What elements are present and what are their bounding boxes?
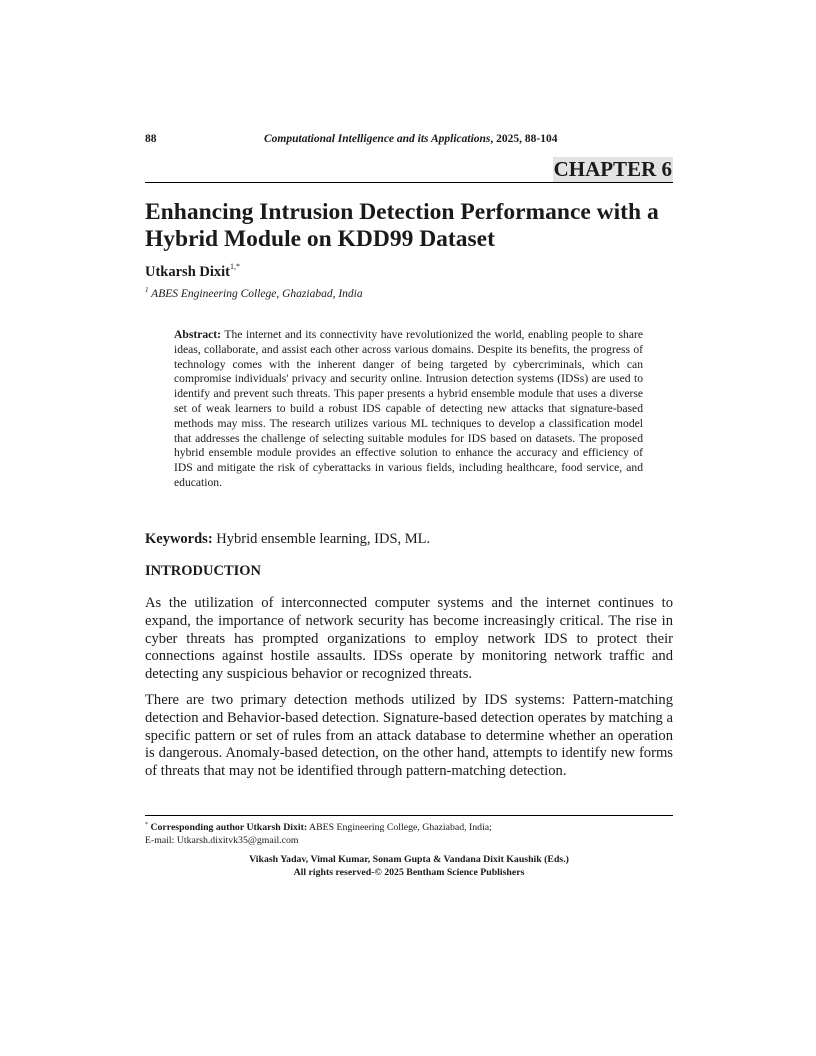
journal-citation [264,133,558,145]
rights-line: All rights reserved-© 2025 Bentham Science Publishers [293,866,525,878]
page-number: 88 [145,133,157,145]
abstract-label: Abstract: [174,328,222,341]
intro-paragraph-2: There are two primary detection methods utilized by IDS systems: Pattern-matching detection and Behavior-based detection. Signature-based detection operates by matching a specific pattern or set of rules from an attack database to determine whether an operation is dangerous. Anomaly-based detection, on the other hand, attempts to identify new forms of threats that may not be identified through pattern-matching detection. [145,692,673,780]
abstract [174,328,643,491]
page-footer [145,854,673,879]
author-superscript: 1,* [230,262,240,271]
chapter-divider [145,182,673,183]
journal-details: , 2025, 88-104 [490,133,558,145]
article-title: Enhancing Intrusion Detection Performance with a Hybrid Module on KDD99 Dataset [145,199,659,252]
keywords-text: Hybrid ensemble learning, IDS, ML. [212,531,431,547]
section-heading-introduction: INTRODUCTION [145,563,262,579]
footnote-label: Corresponding author Utkarsh Dixit: [150,822,308,833]
abstract-text: The internet and its connectivity have revolutionized the world, enabling people to share ideas, collaborate, and assist each other across various domains. Despite its benefits, the progress of technology comes with the inherent danger of being targeted by cybercriminals, which can compromise individuals' privacy and security online. Intrusion detection systems (IDSs) are used to identify and prevent such threats. This paper presents a hybrid ensemble module that uses a diverse set of weak learners to build a robust IDS capable of detecting new attacks that signature-based methods may miss. The research utilizes various ML techniques to develop a classification model that addresses the challenge of selecting suitable modules for IDS based on datasets. The proposed hybrid ensemble module provides an effective solution to enhance the accuracy and efficiency of IDS and mitigate the risk of cyberattacks in various fields, including healthcare, food service, and education. [174,328,643,489]
affiliation-marker: 1 [145,286,149,294]
affiliation-text: ABES Engineering College, Ghaziabad, India [151,288,363,300]
keywords [145,531,430,548]
affiliation [145,286,363,300]
keywords-label: Keywords: [145,531,213,547]
chapter-label: CHAPTER 6 [553,157,672,181]
footnote-email: E-mail: Utkarsh.dixitvk35@gmail.com [145,834,299,846]
journal-name: Computational Intelligence and its Applications [264,133,491,145]
intro-paragraph-1: As the utilization of interconnected computer systems and the internet continues to expand, the importance of network security has become increasingly critical. The rise in cyber threats has prompted organizations to employ network IDS to protect their connections against hostile assaults. IDSs operate by monitoring network traffic and detecting any suspicious behavior or recognized threats. [145,595,673,683]
footnote-marker: * [145,822,148,828]
author-name: Utkarsh Dixit [145,264,230,280]
footnote-address: ABES Engineering College, Ghaziabad, India; [307,822,492,833]
author-line [145,262,240,281]
footnote-author-line [145,819,673,835]
editors-line: Vikash Yadav, Vimal Kumar, Sonam Gupta & Vandana Dixit Kaushik (Eds.) [249,854,569,865]
footnote-divider [145,815,673,816]
footnote [145,819,673,847]
